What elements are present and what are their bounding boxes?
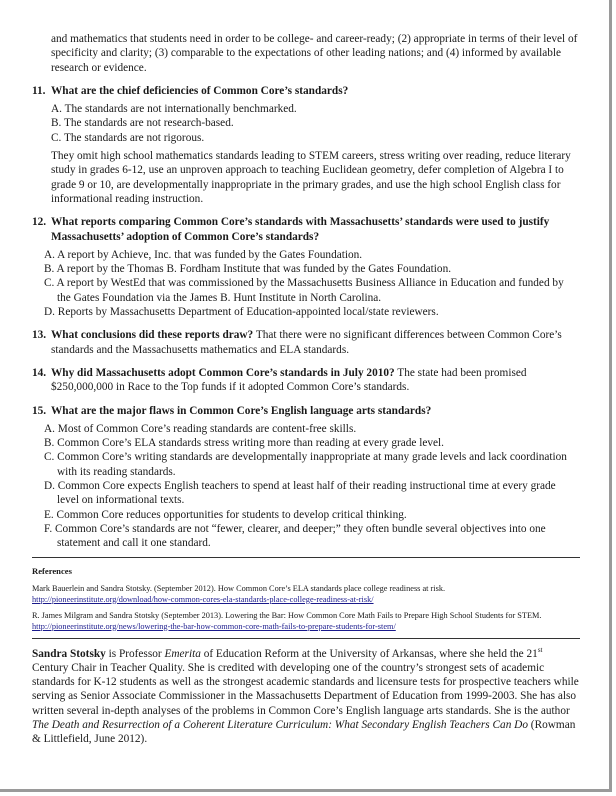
option-item: C. Common Core’s writing standards are developmentally inappropriate at many grade levels and lack coordination with its reading standards. [44,451,567,478]
question-number: 13. [32,329,47,342]
question-11 [32,84,580,98]
option-item: C. A report by WestEd that was commissioned by the Massachusetts Business Alliance in Education and funded by the Gates Foundation via the James B. Hunt Institute in North Carolina. [44,277,564,304]
reference-link[interactable]: http://pioneerinstitute.org/download/how-common-cores-ela-standards-place-college-readiness-at-risk/ [32,594,374,604]
author-bio [32,647,580,747]
question-text: Why did Massachusetts adopt Common Core’s standards in July 2010? [51,366,395,379]
bio-text: is Professor [105,647,165,660]
reference-text: Mark Bauerlein and Sandra Stotsky. (September 2012). How Common Core’s ELA standards place college readiness at risk. [32,583,446,593]
bio-ordinal: st [537,645,543,654]
option-item: B. The standards are not research-based. [51,117,234,130]
question-text: What are the major flaws in Common Core’s English language arts standards? [51,404,432,417]
question-number: 11. [32,84,46,97]
question-text: What reports comparing Common Core’s standards with Massachusetts’ standards were used to justify Massachusetts’ adoption of Common Core’s standards? [51,216,550,243]
references-heading: References [32,565,72,576]
divider [32,557,580,558]
option-item: D. Common Core expects English teachers to spend at least half of their reading instructional time at every grade level on informational texts. [44,480,556,507]
option-item: B. Common Core’s ELA standards stress writing more than reading at every grade level. [44,437,445,450]
option-item: B. A report by the Thomas B. Fordham Institute that was funded by the Gates Foundation. [44,263,452,276]
bio-text: (Rowman & Littlefield, June 2012). [32,718,576,746]
option-item: C. The standards are not rigorous. [51,131,205,144]
option-item: D. Reports by Massachusetts Department of Education-appointed local/state reviewers. [44,306,439,319]
reference-item [32,610,580,632]
question-text: What conclusions did these reports draw? [51,329,254,342]
question-11-options [51,102,580,145]
intro-paragraph: and mathematics that students need in order to be college- and career-ready; (2) appropriate in terms of their level of specificity and clarity; (3) comparable to the expectations of other leading nations; and (4) informed by available research or evidence. [51,33,578,74]
reference-text: R. James Milgram and Sandra Stotsky (September 2013). Lowering the Bar: How Common Core Math Fails to Prepare High School Students for STEM. [32,610,542,620]
question-number: 14. [32,366,47,379]
question-13 [32,328,580,357]
question-text: What are the chief deficiencies of Common Core’s standards? [51,84,349,97]
option-item: A. A report by Achieve, Inc. that was funded by the Gates Foundation. [44,248,363,261]
bio-text: Century Chair in Teacher Quality. She is credited with developing one of the country’s strongest sets of academic standards for K-12 students as well as the strongest academic standards and licensure tests for prospective teachers while serving as Senior Associate Commissioner in the Massachusetts Department of Education from 1999-2003. She has also written several in-depth analyses of the problems in Common Core’s English language arts standards. She is the author [32,661,579,717]
option-item: F. Common Core’s standards are not “fewer, clearer, and deeper;” they often bundle several objectives into one statement and call it one standard. [44,522,546,550]
book-title: The Death and Resurrection of a Coherent Literature Curriculum: What Secondary English Teachers Can Do [32,718,528,731]
question-15 [32,404,580,418]
question-14 [32,366,580,395]
question-number: 15. [32,404,47,417]
author-name: Sandra Stotsky [32,647,106,660]
question-answer: The state had been promised $250,000,000 in Race to the Top funds if it adopted Common Core’s standards. [51,366,527,394]
option-item: A. The standards are not internationally benchmarked. [51,103,297,116]
question-15-options [44,422,580,551]
option-item: A. Most of Common Core’s reading standards are content-free skills. [44,422,357,435]
reference-item [32,583,580,605]
references-section [32,566,580,632]
page-content [32,32,580,747]
question-answer: That there were no significant differences between Common Core’s standards and the Massachusetts mathematics and ELA standards. [51,329,562,356]
question-12 [32,215,580,244]
question-number: 12. [32,216,47,229]
question-12-options [44,248,580,319]
option-item: E. Common Core reduces opportunities for students to develop critical thinking. [44,508,407,521]
question-11-explanation: They omit high school mathematics standards leading to STEM careers, stress writing over reading, reduce literary study in grades 6-12, use an unproven approach to teaching Euclidean geometry, defer completion of Algebra I to grade 9 or 10, are developmentally inappropriate in the primary grades, and use the high school English class for informational reading instruction. [51,150,571,205]
bio-emerita: Emerita [164,647,201,660]
divider [32,638,580,639]
bio-text: of Education Reform at the University of Arkansas, where she held the 21 [200,647,538,660]
reference-link[interactable]: http://pioneerinstitute.org/news/lowering-the-bar-how-common-core-math-fails-to-prepare-students-for-stem/ [32,621,396,631]
